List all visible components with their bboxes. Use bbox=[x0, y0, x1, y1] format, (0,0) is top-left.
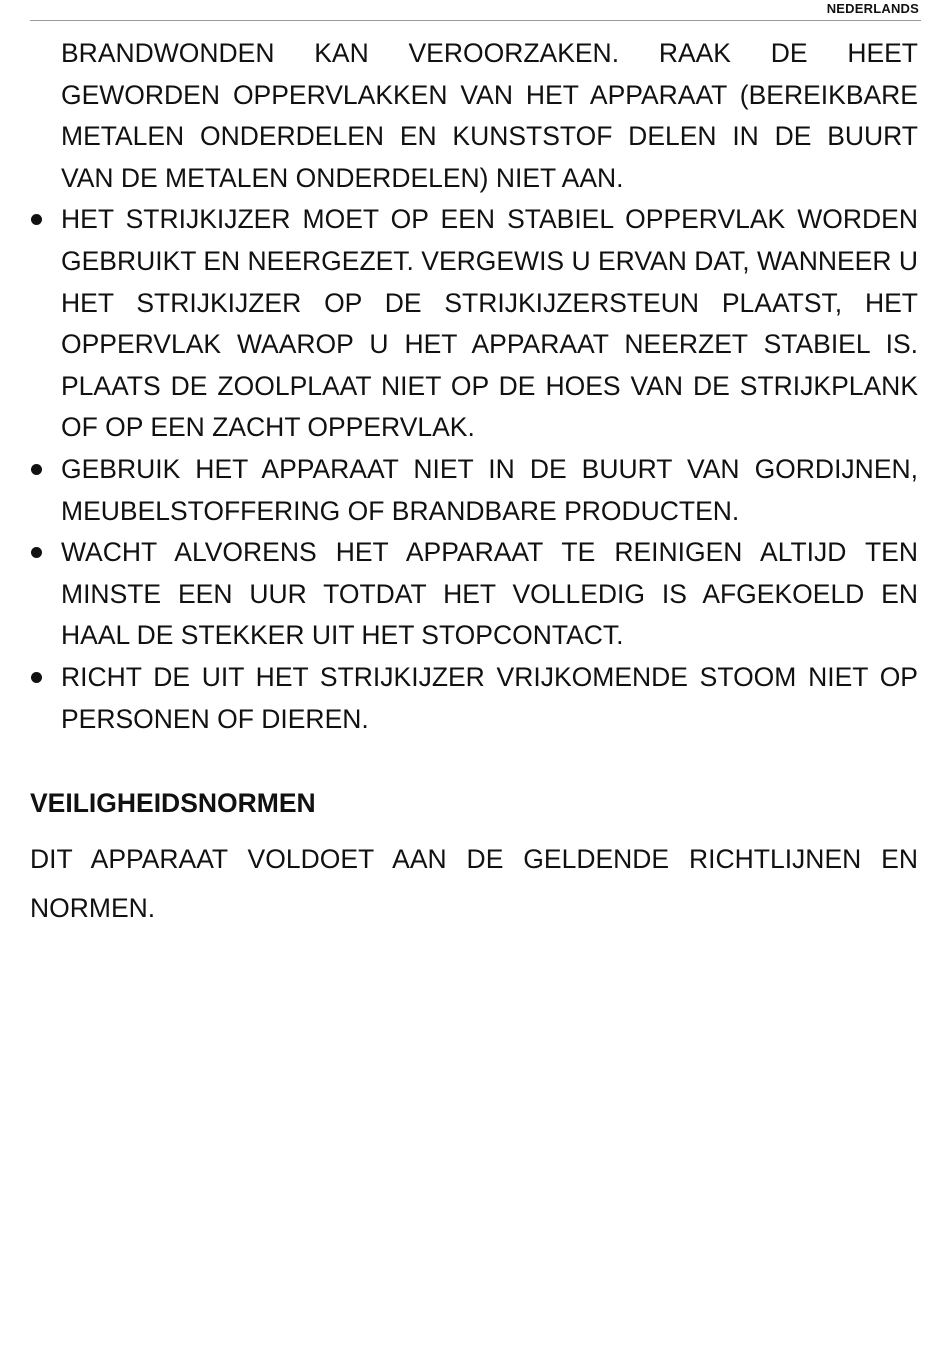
bullet-item bbox=[30, 199, 918, 449]
page-header bbox=[30, 0, 921, 21]
document-content bbox=[30, 33, 918, 933]
safety-bullet-list bbox=[30, 199, 918, 740]
bullet-dot-icon bbox=[31, 547, 42, 558]
bullet-item bbox=[30, 657, 918, 740]
bullet-text: RICHT DE UIT HET STRIJKIJZER VRIJKOMENDE STOOM NIET OP PERSONEN OF DIEREN. bbox=[61, 661, 918, 734]
section-body: DIT APPARAAT VOLDOET AAN DE GELDENDE RICHTLIJNEN EN NORMEN. bbox=[30, 843, 918, 923]
section-heading: VEILIGHEIDSNORMEN bbox=[30, 788, 316, 819]
bullet-item bbox=[30, 449, 918, 532]
language-label: NEDERLANDS bbox=[826, 1, 919, 16]
bullet-dot-icon bbox=[31, 672, 42, 683]
continuation-paragraph: BRANDWONDEN KAN VEROORZAKEN. RAAK DE HEET GEWORDEN OPPERVLAKKEN VAN HET APPARAAT (BEREIKBARE METALEN ONDERDELEN EN KUNSTSTOF DELEN IN DE BUURT VAN DE METALEN ONDERDELEN) NIET AAN. bbox=[61, 38, 918, 193]
bullet-text: HET STRIJKIJZER MOET OP EEN STABIEL OPPERVLAK WORDEN GEBRUIKT EN NEERGEZET. VERGEWIS U ERVAN DAT, WANNEER U HET STRIJKIJZER OP DE STRIJKIJZERSTEUN PLAATST, HET OPPERVLAK WAAROP U HET APPARAAT NEERZET STABIEL IS. PLAATS DE ZOOLPLAAT NIET OP DE HOES VAN DE STRIJKPLANK OF OP EEN ZACHT OPPERVLAK. bbox=[61, 204, 918, 443]
bullet-text: WACHT ALVORENS HET APPARAAT TE REINIGEN ALTIJD TEN MINSTE EEN UUR TOTDAT HET VOLLEDIG IS AFGEKOELD EN HAAL DE STEKKER UIT HET STOPCONTACT. bbox=[61, 537, 918, 651]
bullet-item bbox=[30, 532, 918, 657]
bullet-dot-icon bbox=[31, 214, 42, 225]
bullet-dot-icon bbox=[31, 464, 42, 475]
bullet-text: GEBRUIK HET APPARAAT NIET IN DE BUURT VAN GORDIJNEN, MEUBELSTOFFERING OF BRANDBARE PRODUCTEN. bbox=[61, 453, 918, 526]
